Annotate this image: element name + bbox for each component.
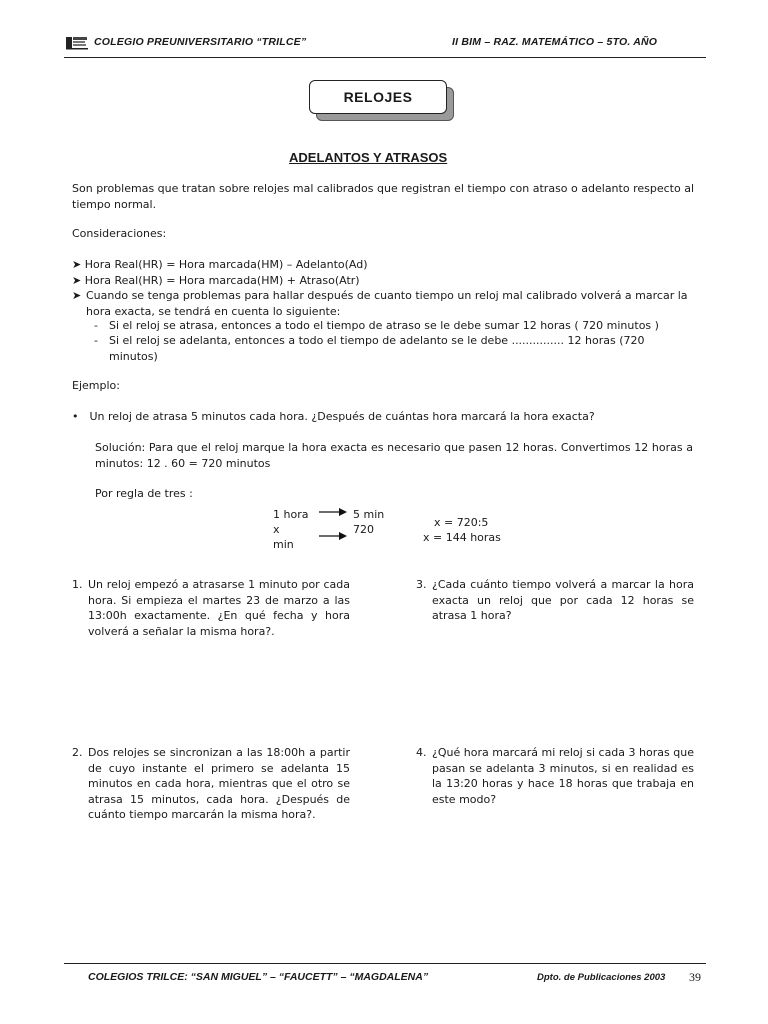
- r3-result2: x = 144 horas: [423, 531, 501, 544]
- example-question: • Un reloj de atrasa 5 minutos cada hora. ¿Después de cuántas hora marcará la hora exacta?: [72, 410, 595, 423]
- page-title: RELOJES: [309, 80, 447, 114]
- problem-number: 2.: [72, 746, 83, 759]
- solution-text: Solución: Para que el reloj marque la hora exacta es necesario que pasen 12 horas. Convertimos 12 horas a minutos: 12 . 60 = 720 minutos: [95, 441, 693, 470]
- rule-1: ➤ Hora Real(HR) = Hora marcada(HM) – Adelanto(Ad): [72, 258, 368, 271]
- rule-2: ➤ Hora Real(HR) = Hora marcada(HM) + Atraso(Atr): [72, 274, 360, 287]
- problem-number: 3.: [416, 578, 427, 591]
- school-logo: [66, 36, 88, 50]
- bullet-dot: •: [72, 410, 79, 423]
- problem-1: 1. Un reloj empezó a atrasarse 1 minuto por cada hora. Si empieza el martes 23 de marzo a las 13:00h exactamente. ¿En qué fecha y hora volverá a señalar la misma hora?.: [72, 578, 350, 638]
- arrow-right-icon: [319, 507, 347, 520]
- problem-4: 4. ¿Qué hora marcará mi reloj si cada 3 horas que pasan se adelanta 3 minutos, si en realidad es la 13:20 horas y hace 18 horas que trabaja en este modo?: [416, 746, 694, 806]
- example-label: Ejemplo:: [72, 379, 120, 392]
- arrow-bullet-icon: ➤: [72, 289, 82, 302]
- header-rule: [64, 57, 706, 58]
- problem-number: 1.: [72, 578, 83, 591]
- header-course: II BIM – RAZ. MATEMÁTICO – 5TO. AÑO: [452, 36, 658, 48]
- rule-of-three-label: Por regla de tres :: [95, 487, 193, 500]
- problem-number: 4.: [416, 746, 427, 759]
- r3-left2: x: [273, 523, 280, 536]
- subrule-2: - Si el reloj se adelanta, entonces a todo el tiempo de adelanto se le debe ............... 12 horas (720 minutos): [94, 334, 645, 363]
- arrow-right-icon: [319, 531, 347, 544]
- header-school: COLEGIO PREUNIVERSITARIO “TRILCE”: [94, 36, 307, 48]
- dash-bullet: -: [94, 334, 98, 347]
- r3-result1: x = 720:5: [434, 516, 489, 529]
- r3-left3: min: [273, 538, 294, 551]
- r3-right1: 5 min: [353, 508, 385, 521]
- r3-left1: 1 hora: [273, 508, 309, 521]
- subrule-1: - Si el reloj se atrasa, entonces a todo el tiempo de atraso se le debe sumar 12 horas ( 720 minutos ): [94, 319, 659, 332]
- intro-paragraph: Son problemas que tratan sobre relojes mal calibrados que registran el tiempo con atraso o adelanto respecto al tiempo normal.: [72, 182, 694, 211]
- arrow-bullet-icon: ➤: [72, 274, 82, 287]
- considerations-label: Consideraciones:: [72, 227, 167, 240]
- problem-3: 3. ¿Cada cuánto tiempo volverá a marcar la hora exacta un reloj que por cada 12 horas se atrasa 1 hora?: [416, 578, 694, 622]
- dash-bullet: -: [94, 319, 98, 332]
- footer-schools: COLEGIOS TRILCE: “SAN MIGUEL” – “FAUCETT” – “MAGDALENA”: [88, 971, 429, 983]
- footer-dept: Dpto. de Publicaciones 2003: [537, 972, 666, 983]
- arrow-bullet-icon: ➤: [72, 258, 82, 271]
- problem-2: 2. Dos relojes se sincronizan a las 18:00h a partir de cuyo instante el primero se adelanta 15 minutos en cada hora, mientras que el otro se atrasa 15 minutos, cada hora. ¿Después de cuánto tiempo marcarán la misma hora?.: [72, 746, 350, 821]
- footer-rule: [64, 963, 706, 964]
- page-number: 39: [689, 970, 701, 984]
- r3-right2: 720: [353, 523, 374, 536]
- rule-3: ➤ Cuando se tenga problemas para hallar después de cuanto tiempo un reloj mal calibrado volverá a marcar la hora exacta, se tendrá en cuenta lo siguiente:: [72, 289, 688, 318]
- section-subtitle: ADELANTOS Y ATRASOS: [289, 150, 448, 165]
